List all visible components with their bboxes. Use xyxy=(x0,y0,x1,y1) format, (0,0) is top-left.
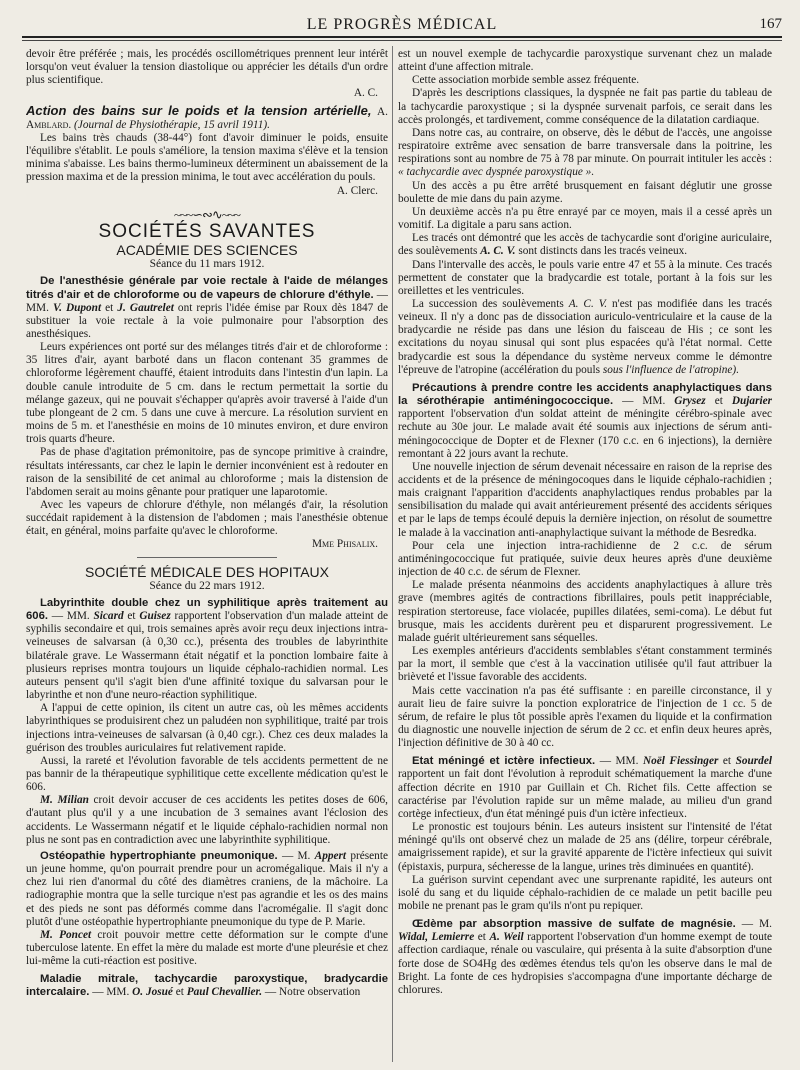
paragraph: Un deuxième accès n'a pu être enrayé par ce moyen, mais il a cessé après un vomitif. La digitale a paru sans action. xyxy=(398,205,772,232)
paragraph: Précautions à prendre contre les accidents anaphylactiques dans la sérothérapie antiméningococcique. — MM. Grysez et Dujarier rapportent l'observation d'un soldat atteint de méningite cérébro-spinale avec rechute au 30e jour. Le malade avait été soumis aux injections de sérum anti-méningococcique de Dopter et de Flexner (170 c.c. en 6 injections), la dernière remontant à 22 jours avant la rechute. xyxy=(398,381,772,460)
paragraph: Leurs expériences ont porté sur des mélanges titrés d'air et de chloroforme : 35 litres d'air, ayant barboté dans un flacon contenant 35 grammes de chloroforme légèrement chauffé, étaient introduits dans l'intestin d'un lapin. La double canule introduite de 5 cm. dans le rectum permettait la sortie du mélange gazeux, qui ne pouvait s'échapper qu'après avoir traversé à l'aide d'un tube plongeant de 2 cm. 5 dans une cuve à mercure. La résolution survient en moins de 5 m. et l'anesthésie en moins de 10 minutes environ, et dure environ trois quarts d'heure. xyxy=(26,341,388,446)
paragraph: La succession des soulèvements A. C. V. n'est pas modifiée dans les tracés veineux. Il n'y a donc pas de dissociation auriculo-ventriculaire et la cause de la bradycardie ne réside pas dans une lésion du faisceau de His ; ce sont les excitations du noyau sinusal qui sont plus espacées qu'à l'état normal. Cette bradycardie est sous la dépendance du système nerveux comme le démontre l'épreuve de l'atropine (accélération du pouls sous l'influence de l'atropine). xyxy=(398,297,772,376)
paragraph: A l'appui de cette opinion, ils citent un autre cas, où les mêmes accidents labyrinthiques se produisirent chez un paludéen non syphilitique, traité par trois injections intra-veineuses de salvarsan (à 0,40 cgr.). Chez ces deux malades la guérison des troubles auriculaires fut relativement rapide. xyxy=(26,702,388,754)
paragraph: Un des accès a pu être arrêté brusquement en faisant déglutir une grosse boulette de mie dans du pain azyme. xyxy=(398,179,772,205)
journal-title: LE PROGRÈS MÉDICAL xyxy=(306,16,498,33)
paragraph: Ostéopathie hypertrophiante pneumonique. — M. Appert présente un jeune homme, qu'on pourrait prendre pour un acromégalique. Mais il n'y a chez lui rien d'anormal du côté des diamètres craniens, de la mâchoire. La radiographie montra que la selle turcique n'est pas agrandie et les os des mains et des pieds ne sont pas déformés comme dans l'acromégalie. Il s'agit donc plutôt d'une ostéopathie hypertrophiante pneumonique du type de P. Marie. xyxy=(26,849,388,928)
paragraph: Œdème par absorption massive de sulfate de magnésie. — M. Widal, Lemierre et A. Weil rapportent l'observation d'un homme exempt de toute affection cardiaque, rénale ou vasculaire, qui présenta à la suite d'absorption d'une forte dose de SO4Hg des œdèmes étendus tels qu'on les observe dans le mal de Bright. La fonte de ces hydropisies s'accompagna d'une importante décharge de chlorures. xyxy=(398,918,772,996)
paragraph: Aussi, la rareté et l'évolution favorable de tels accidents permettent de ne pas bannir de la thérapeutique syphilitique cette excellente médication qu'est le 606. xyxy=(26,754,388,794)
paragraph: Pas de phase d'agitation prémonitoire, pas de syncope primitive à craindre, résultats intéressants, car chez le lapin le dernier inconvénient est à redouter en raison de la sensibilité de cet animal au chloroforme ; mais la distension de l'abdomen serait au moins gênante pour pratiquer une laparotomie. xyxy=(26,446,388,498)
left-column xyxy=(26,48,388,1062)
paragraph: D'après les descriptions classiques, la dyspnée ne fait pas partie du tableau de la tachycardie paroxystique ; si la dyspnée survenait parfois, ce serait dans les accès prolongés, et tardivement, comme conséquence de la dilatation cardiaque. xyxy=(398,87,772,126)
session-date: Séance du 22 mars 1912. xyxy=(149,579,265,592)
page-number: 167 xyxy=(759,16,782,32)
paragraph: Dans l'intervalle des accès, le pouls varie entre 47 et 55 à la minute. Ces tracés permettent de constater que la bradycardie est totale, portant à la fois sur les oreillettes et les ventricules. xyxy=(398,258,772,297)
right-column xyxy=(398,48,772,1062)
paragraph: Les exemples antérieurs d'accidents semblables s'étant constamment terminés par la mort, il semble que c'est à la vaccination utilisée qu'il faut attribuer la brièveté et l'issue favorable des accidents. xyxy=(398,645,772,684)
paragraph: Etat méningé et ictère infectieux. — MM. Noël Fiessinger et Sourdel rapportent un fait dont l'évolution à reproduit schématiquement la marche d'une affection décrite en 1910 par Guillain et Ch. Richet fils. Cette affection se caractérise par l'évolution rapide sur un même malade, au milieu d'un grand cortège infectieux, d'un état méningé puis d'un ictère infectieux. xyxy=(398,755,772,820)
society-title: SOCIÉTÉ MÉDICALE DES HOPITAUX xyxy=(84,563,329,580)
paragraph: Maladie mitrale, tachycardie paroxystique, bradycardie intercalaire. — MM. O. Josué et Paul Chevallier. — Notre observation xyxy=(26,973,388,999)
paragraph: Avec les vapeurs de chlorure d'éthyle, non mélangés d'air, la résolution succédait rapidement à la distension de l'abdomen ; mais l'anesthésie obtenue était, en général, moins parfaite qu'avec le chloroforme. xyxy=(26,499,388,538)
paragraph: est un nouvel exemple de tachycardie paroxystique survenant chez un malade atteint d'une affection mitrale. xyxy=(398,48,772,74)
signature: A. Clerc. xyxy=(336,184,378,197)
paragraph: Pour cela une injection intra-rachidienne de 2 c.c. de sérum antiméningococcique fut pratiquée, suivie deux heures après d'une deuxième injection de 40 c.c. de sérum de Flexner. xyxy=(398,539,772,579)
society-title: ACADÉMIE DES SCIENCES xyxy=(116,242,298,259)
page-header xyxy=(22,14,782,38)
paragraph: La guérison survint cependant avec une surprenante rapidité, les auteurs ont isolé du sang et du liquide céphalo-rachidien de ce malade un petit bacille peu mobile ne prenant pas le gram qu'ils n'ont pu repiquer. xyxy=(398,873,772,912)
signature: Mme Phisalix. xyxy=(312,538,378,551)
paragraph: Dans notre cas, au contraire, on observe, dès le début de l'accès, une angoisse respiratoire extrême avec sensation de barre transversale dans la poitrine, les respirations sont au nombre de 75 à 78 par minute. On pourrait intituler les accès : « tachycardie avec dyspnée paroxystique ». xyxy=(398,126,772,179)
paragraph: Cette association morbide semble assez fréquente. xyxy=(412,74,640,87)
paragraph: Le malade présenta néanmoins des accidents anaphylactiques à allure très grave (membres agités de contractions fibrillaires, pouls petit inappréciable, respiration stertoreuse, face violacée, pupilles dilatées, semi-coma). Le début fut brusque, mais les accidents durèrent peu et disparurent progressivement. Le malade guérit ultérieurement sans séquelles. xyxy=(398,579,772,644)
column-divider xyxy=(392,46,393,1062)
session-date: Séance du 11 mars 1912. xyxy=(149,258,265,271)
article-heading: Action des bains sur le poids et la tension artérielle, A. Amblard. (Journal de Physiothérapie, 15 avril 1911). xyxy=(26,102,388,131)
paragraph: Les tracés ont démontré que les accès de tachycardie sont d'origine auriculaire, des soulèvements A. C. V. sont distincts dans les tracés veineux. xyxy=(398,232,772,258)
paragraph: Mais cette vaccination n'a pas été suffisante : en pareille circonstance, il y aurait lieu de faire suivre la ponction exploratrice de l'injection de 1 cc. 5 de sérum, de refaire le plus tôt possible après l'examen du liquide et la confirmation du diagnostic une nouvelle injection de sérum de 2 cc. et enfin deux heures après, l'injection définitive de 30 à 40 cc. xyxy=(398,684,772,750)
paragraph: M. Poncet croit pouvoir mettre cette déformation sur le compte d'une tuberculose latente. En effet la mère du malade est morte d'une pleurésie et chez lui-même la cuti-réaction est positive. xyxy=(26,928,388,968)
signature: A. C. xyxy=(353,87,378,100)
paragraph: Une nouvelle injection de sérum devenait nécessaire en raison de la reprise des accidents et de la présence de méningocoques dans le liquide céphalo-rachidien ; mais craignant l'apparition d'accidents anaphylactiques rendus probables par la sensibilisation du malade qui avait antérieurement présenté des accidents sériques et par le laps de temps écoulé depuis la dernière injection, on résolut de soumettre le malade à la vaccination anti-anaphylactique suivant la méthode de Besredka. xyxy=(398,460,772,539)
paragraph: devoir être préférée ; mais, les procédés oscillométriques prennent leur intérêt lorsqu'on veut évaluer la tension diastolique ou apprécier les détails d'un ordre plus scientifique. xyxy=(26,48,388,87)
paragraph: Les bains très chauds (38-44°) font d'avoir diminuer le poids, ensuite l'équilibre s'établit. Le pouls s'améliore, la tension maxima s'élève et la tension minima s'abaisse. Les bains thermo-lumineux déterminent un abaissement de la pression maxima et de la pression minima, le tout avec accélération du pouls. xyxy=(26,131,388,184)
paragraph: M. Milian croit devoir accuser de ces accidents les petites doses de 606, d'autant plus qu'il y a une incubation de 3 semaines avant l'éclosion des accidents. Le Wassermann négatif et le liquide céphalo-rachidien normal non plus ne sont pas en contradiction avec une labyrinthite syphilitique. xyxy=(26,794,388,846)
paragraph: De l'anesthésie générale par voie rectale à l'aide de mélanges titrés d'air et de chloroforme ou de vapeurs de chlorure d'éthyle. — MM. V. Dupont et J. Gautrelet ont repris l'idée émise par Roux dès 1847 de substituer la voie rectale à la voie pulmonaire pour l'absorption des anesthésiques. xyxy=(26,275,388,340)
header-rule xyxy=(22,40,782,41)
paragraph: Le pronostic est toujours bénin. Les auteurs insistent sur l'intensité de l'état méningé qu'ils ont observé chez un malade de 25 ans (délire, torpeur cérébrale, amaigrissement rapide), et sur la gravité apparente de l'ictère infectieux qui suivit (épistaxis, purpura, sécheresse de la langue, urines très diminuées en quantité). xyxy=(398,821,772,873)
section-title: SOCIÉTÉS SAVANTES xyxy=(98,220,316,242)
ornament: ~~~∽∾∿~~~ xyxy=(174,206,240,222)
section-rule xyxy=(137,557,277,558)
paragraph: Labyrinthite double chez un syphilitique après traitement au 606. — MM. Sicard et Guisez rapportent l'observation d'un malade atteint de syphilis secondaire et qui, trois semaines après avoir reçu deux injections intra-veineuses de salvarsan (à 0,30 cc.), présenta des troubles de labyrinthite bilatérale grave. Le Wassermann était négatif et la ponction lombaire faite à plusieurs reprises montra toujours un liquide céphalo-rachidien normal. Les auteurs pensent qu'il s'agit bien d'une affinité toxique du salvarsan pour le labyrinthe et non d'une neuro-réaction syphilitique. xyxy=(26,596,388,702)
